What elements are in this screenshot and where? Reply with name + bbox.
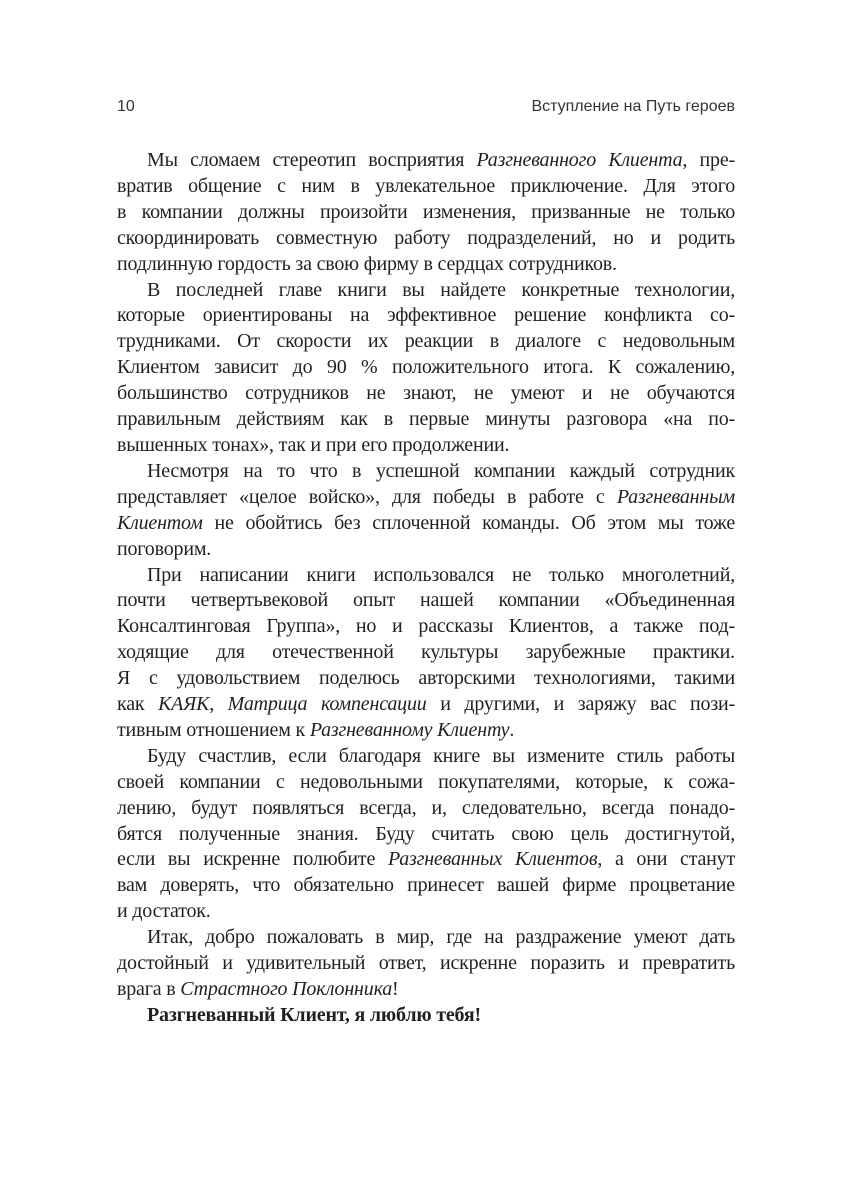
text-segment: , пре- (682, 149, 735, 171)
paragraph (117, 148, 735, 278)
text-segment: лению, будут появляться всегда, и, следовательно, всегда понадо- (117, 796, 735, 819)
text-segment: В последней главе книги вы найдете конкретные технологии, (147, 278, 735, 301)
italic-term: Разгневанного Клиента (476, 149, 683, 171)
text-segment: Консалтинговая Группа», но и рассказы Клиентов, а также под- (117, 615, 735, 638)
text-segment: Клиентом зависит до 90 % положительного итога. К сожалению, (117, 356, 735, 379)
paragraph (117, 925, 735, 1003)
text-line (117, 511, 735, 537)
text-line (117, 640, 735, 666)
text-line (117, 433, 735, 459)
paragraph (117, 1003, 735, 1029)
text-line (117, 226, 735, 252)
text-line (117, 614, 735, 640)
text-line (117, 977, 735, 1003)
text-segment: почти четвертьвековой опыт нашей компании «Объединенная (117, 589, 735, 612)
text-segment: большинство сотрудников не знают, не умеют и не обучаются (117, 382, 735, 405)
text-segment: бятся полученные знания. Буду считать свою цель достигнутой, (117, 822, 735, 845)
italic-term: Страстного Поклонника (180, 978, 393, 1000)
text-line (117, 329, 735, 355)
text-segment: ходящие для отечественной культуры зарубежные практики. (117, 641, 735, 664)
text-line (117, 303, 735, 329)
text-line (117, 588, 735, 614)
paragraph (117, 278, 735, 459)
text-line (117, 899, 735, 925)
text-line (117, 796, 735, 822)
text-segment: Итак, добро пожаловать в мир, где на раздражение умеют дать (147, 926, 735, 949)
page-body-text (117, 148, 735, 1029)
text-segment: , (209, 693, 228, 716)
text-segment: ! (392, 978, 399, 1000)
text-line (117, 407, 735, 433)
text-line (117, 537, 735, 563)
paragraph (117, 744, 735, 925)
text-line (117, 718, 735, 744)
text-segment: трудниками. От скорости их реакции в диалоге с недовольным (117, 330, 735, 353)
text-line (117, 692, 735, 718)
page-number: 10 (117, 98, 135, 115)
text-line (117, 459, 735, 485)
text-segment: в компании должны произойти изменения, призванные не только (117, 200, 735, 223)
text-segment: и достаток. (117, 900, 211, 923)
text-line (117, 873, 735, 899)
text-segment: достойный и удивительный ответ, искренне поразить и превратить (117, 952, 735, 975)
text-segment: которые ориентированы на эффективное решение конфликта со- (117, 304, 735, 327)
text-line (117, 252, 735, 278)
text-line (117, 847, 735, 873)
italic-term: Разгневанному Клиенту (309, 718, 510, 741)
text-line (117, 951, 735, 977)
running-header (117, 98, 735, 122)
text-segment: тивным отношением к (117, 718, 310, 741)
text-segment: не обойтись без сплоченной команды. Об этом мы тоже (202, 511, 735, 534)
text-line (117, 148, 735, 174)
text-segment: Буду счастлив, если благодаря книге вы измените стиль работы (147, 744, 735, 767)
text-segment: , а они станут (597, 848, 736, 871)
text-line (117, 1003, 735, 1029)
text-segment: скоординировать совместную работу подразделений, но и родить (117, 226, 735, 249)
text-line (117, 563, 735, 589)
text-line (117, 770, 735, 796)
running-title: Вступление на Путь героев (531, 98, 735, 115)
text-line (117, 744, 735, 770)
paragraph (117, 459, 735, 563)
text-segment: подлинную гордость за свою фирму в сердцах сотрудников. (117, 252, 617, 275)
italic-term: Матрица компенсации (227, 693, 427, 716)
text-line (117, 666, 735, 692)
italic-term: КАЯК (158, 693, 210, 716)
text-line (117, 822, 735, 848)
text-segment: если вы искренне полюбите (117, 848, 388, 871)
text-segment: Несмотря на то что в успешной компании каждый сотрудник (147, 459, 735, 482)
text-segment: поговорим. (117, 537, 212, 560)
text-segment: вам доверять, что обязательно принесет вашей фирме процветание (117, 874, 735, 897)
text-segment: представляет «целое войско», для победы в работе с (117, 485, 617, 508)
text-segment: При написании книги использовался не только многолетний, (147, 563, 735, 586)
text-segment: . (509, 718, 515, 741)
text-segment: врага в (117, 978, 181, 1000)
text-segment: как (117, 693, 159, 716)
text-line (117, 485, 735, 511)
text-line (117, 355, 735, 381)
text-segment: своей компании с недовольными покупателями, которые, к сожа- (117, 770, 735, 793)
italic-term: Разгневанных Клиентов (387, 848, 598, 871)
text-line (117, 200, 735, 226)
text-segment: и другими, и заряжу вас пози- (426, 693, 735, 716)
text-segment: вратив общение с ним в увлекательное приключение. Для этого (117, 174, 735, 197)
bold-text: Разгневанный Клиент, я люблю тебя! (147, 1003, 481, 1026)
text-line (117, 381, 735, 407)
italic-term: Разгневанным (616, 485, 735, 508)
text-line (117, 925, 735, 951)
text-segment: вышенных тонах», так и при его продолжении. (117, 433, 510, 456)
text-segment: Мы сломаем стереотип восприятия (147, 149, 477, 171)
italic-term: Клиентом (117, 511, 203, 534)
text-segment: правильным действиям как в первые минуты разговора «на по- (117, 408, 735, 431)
paragraph (117, 563, 735, 744)
text-line (117, 174, 735, 200)
text-line (117, 278, 735, 304)
text-segment: Я с удовольствием поделюсь авторскими технологиями, такими (117, 667, 735, 690)
